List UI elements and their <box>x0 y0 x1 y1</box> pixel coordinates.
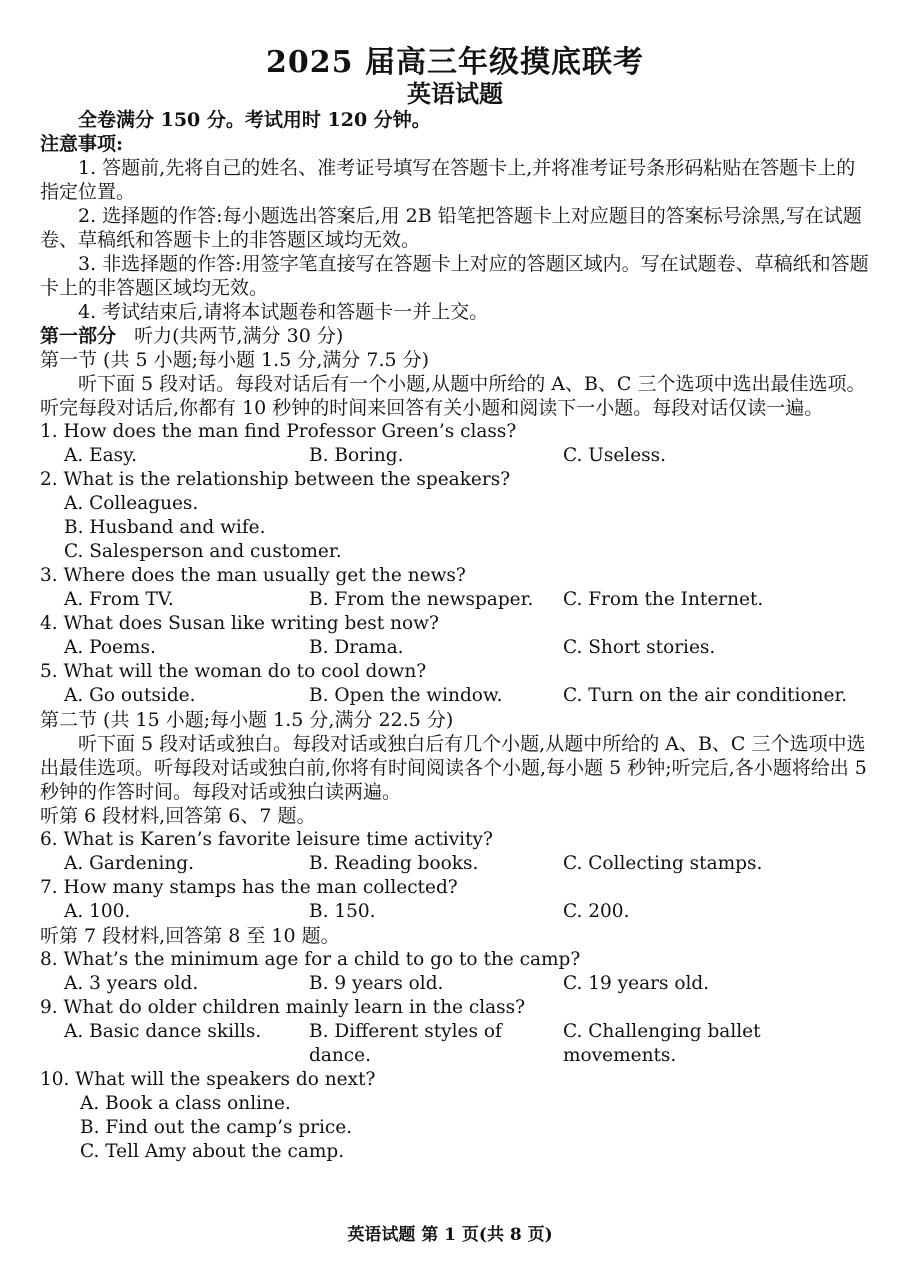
option-a: A. Book a class online. <box>80 1093 291 1114</box>
option-a: A. Easy. <box>64 445 138 466</box>
option-a: A. Go outside. <box>64 685 196 706</box>
material-7-note: 听第 7 段材料,回答第 8 至 10 题。 <box>40 925 340 947</box>
option-b: B. Boring. <box>309 445 404 466</box>
option-b: B. 150. <box>309 901 376 922</box>
option-b: B. Different styles of dance. <box>309 1021 502 1066</box>
exam-subtitle: 英语试题 <box>407 79 503 108</box>
option-c: C. Tell Amy about the camp. <box>80 1141 345 1162</box>
question-9: 9. What do older children mainly learn in the class? <box>40 997 526 1018</box>
option-a: A. From TV. <box>64 589 174 610</box>
option-c: C. Turn on the air conditioner. <box>563 685 848 706</box>
question-5-options <box>40 684 870 708</box>
question-3-options <box>40 588 870 612</box>
option-a: A. 100. <box>64 901 131 922</box>
section-two-title: 第二节 (共 15 小题;每小题 1.5 分,满分 22.5 分) <box>40 709 454 731</box>
section-one-title: 第一节 (共 5 小题;每小题 1.5 分,满分 7.5 分) <box>40 349 430 371</box>
option-b: B. From the newspaper. <box>309 589 534 610</box>
option-b: B. Reading books. <box>309 853 479 874</box>
notice-item: 3. 非选择题的作答:用签字笔直接写在答题卡上对应的答题区域内。写在试题卷、草稿纸和答题卡上的非答题区域均无效。 <box>40 253 869 299</box>
option-a: A. Gardening. <box>64 853 195 874</box>
option-a: A. Basic dance skills. <box>64 1021 262 1042</box>
question-6-options <box>40 852 870 876</box>
option-a: A. Poems. <box>64 637 156 658</box>
option-a: A. 3 years old. <box>64 973 199 994</box>
option-b: B. 9 years old. <box>309 973 444 994</box>
option-b: B. Find out the camp’s price. <box>80 1117 353 1138</box>
option-b: B. Drama. <box>309 637 404 658</box>
option-c: C. From the Internet. <box>563 589 764 610</box>
option-c: C. Challenging ballet movements. <box>563 1021 761 1066</box>
notice-item: 2. 选择题的作答:每小题选出答案后,用 2B 铅笔把答题卡上对应题目的答案标号涂黑,写在试题卷、草稿纸和答题卡上的非答题区域均无效。 <box>40 205 862 251</box>
notice-item: 1. 答题前,先将自己的姓名、准考证号填写在答题卡上,并将准考证号条形码粘贴在答题卡上的指定位置。 <box>40 157 856 203</box>
question-5: 5. What will the woman do to cool down? <box>40 661 427 682</box>
question-7-options <box>40 900 870 924</box>
part-one-desc: 听力(共两节,满分 30 分) <box>134 325 344 347</box>
question-1: 1. How does the man find Professor Green’s class? <box>40 421 517 442</box>
option-c: C. Useless. <box>563 445 667 466</box>
section-two-instructions: 听下面 5 段对话或独白。每段对话或独白后有几个小题,从题中所给的 A、B、C 三个选项中选出最佳选项。听每段对话或独白前,你将有时间阅读各个小题,每小题 5 秒钟;听完后,各小题将给出 5 秒钟的作答时间。每段对话或独白读两遍。 <box>40 733 867 803</box>
question-4: 4. What does Susan like writing best now? <box>40 613 439 634</box>
option-b: B. Open the window. <box>309 685 503 706</box>
option-b: B. Husband and wife. <box>64 517 266 538</box>
score-time-line: 全卷满分 150 分。考试用时 120 分钟。 <box>78 109 431 131</box>
notice-title: 注意事项: <box>40 133 124 155</box>
option-c: C. 19 years old. <box>563 973 710 994</box>
option-a: A. Colleagues. <box>64 493 199 514</box>
question-2: 2. What is the relationship between the speakers? <box>40 469 511 490</box>
option-c: C. Salesperson and customer. <box>64 541 342 562</box>
question-10: 10. What will the speakers do next? <box>40 1069 376 1090</box>
section-one-instructions: 听下面 5 段对话。每段对话后有一个小题,从题中所给的 A、B、C 三个选项中选出最佳选项。听完每段对话后,你都有 10 秒钟的时间来回答有关小题和阅读下一小题。每段对话仅读一遍。 <box>40 373 866 419</box>
option-c: C. Short stories. <box>563 637 716 658</box>
material-6-note: 听第 6 段材料,回答第 6、7 题。 <box>40 805 316 827</box>
part-one-title: 第一部分 <box>40 325 117 347</box>
question-6: 6. What is Karen’s favorite leisure time activity? <box>40 829 493 850</box>
notice-item: 4. 考试结束后,请将本试题卷和答题卡一并上交。 <box>78 301 489 323</box>
option-c: C. Collecting stamps. <box>563 853 763 874</box>
option-c: C. 200. <box>563 901 630 922</box>
question-7: 7. How many stamps has the man collected? <box>40 877 458 898</box>
page-footer: 英语试题 第 1 页(共 8 页) <box>347 1225 553 1245</box>
question-8-options <box>40 972 870 996</box>
question-8: 8. What’s the minimum age for a child to go to the camp? <box>40 949 581 970</box>
question-4-options <box>40 636 870 660</box>
part-one-heading <box>40 324 870 348</box>
question-9-options <box>40 1020 870 1068</box>
question-3: 3. Where does the man usually get the news? <box>40 565 466 586</box>
question-1-options <box>40 444 870 468</box>
exam-title: 2025 届高三年级摸底联考 <box>266 45 644 80</box>
